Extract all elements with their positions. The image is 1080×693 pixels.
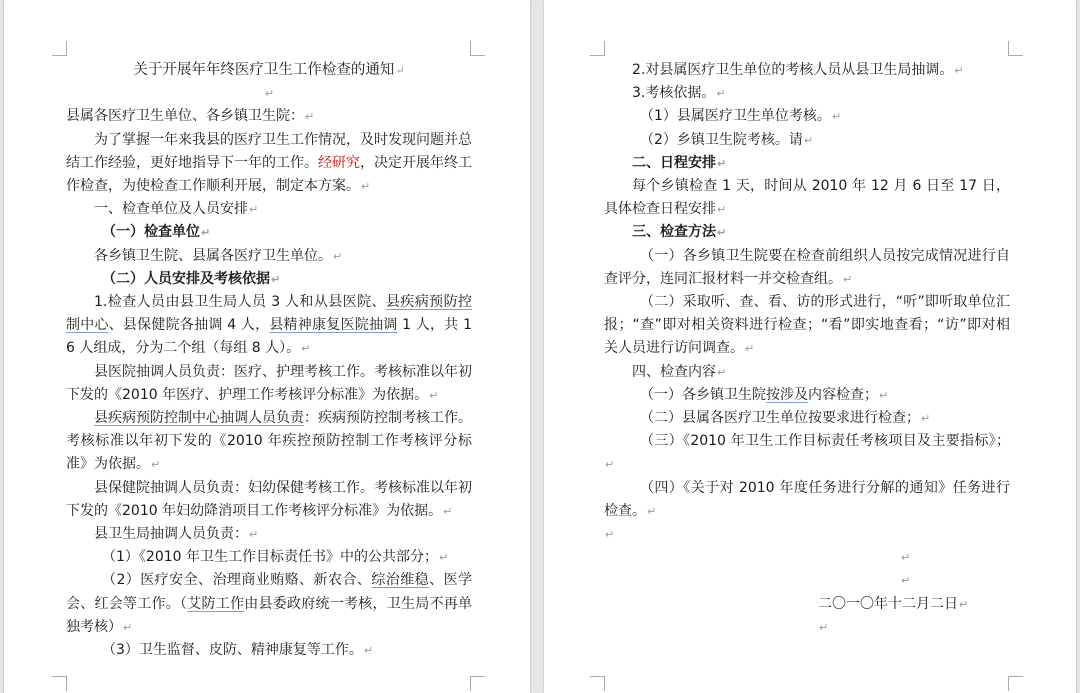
paragraph: 每个乡镇检查 1 天，时间从 2010 年 12 月 6 日至 17 日，具体检查日程安排↵ bbox=[604, 178, 1010, 218]
paragraph: （一）各乡镇卫生院要在检查前组织人员按完成情况进行自查评分，连同汇报材料一并交检查组。↵ bbox=[604, 247, 1010, 287]
blank-paragraph: ↵ bbox=[901, 574, 911, 588]
paragraph: （2）乡镇卫生院考核。请↵ bbox=[640, 131, 814, 148]
paragraph: 县医院抽调人员负责：医疗、护理考核工作。考核标准以年初下发的《2010 年医疗、护理工作考核评分标准》为依据。↵ bbox=[66, 363, 472, 403]
crop-mark bbox=[1008, 41, 1023, 56]
paragraph: （3）卫生监督、皮防、精神康复等工作。↵ bbox=[102, 642, 374, 659]
blank-paragraph: ↵ bbox=[901, 551, 911, 565]
red-text: 经研究 bbox=[318, 154, 360, 171]
paragraph: 县保健院抽调人员负责：妇幼保健考核工作。考核标准以年初下发的《2010 年妇幼降消项目工作考核评分标准》为依据。↵ bbox=[66, 479, 472, 519]
paragraph: （二）县属各医疗卫生单位按要求进行检查；↵ bbox=[640, 410, 931, 427]
blank-paragraph: ↵ bbox=[605, 528, 615, 542]
subheading-1: （一）检查单位↵ bbox=[102, 224, 211, 241]
paragraph: （2）医疗安全、治理商业贿赂、新农合、综治维稳、医学会、红会等工作。（艾防工作由县委政府统一考核，卫生局不再单独考核）↵ bbox=[66, 572, 473, 635]
subheading-2: （二）人员安排及考核依据↵ bbox=[102, 270, 281, 287]
intro-paragraph: 为了掌握一年来我县的医疗卫生工作情况，及时发现问题并总结工作经验，更好地指导下一年的工作。经研究，决定开展年终工作检查，为使检查工作顺利开展，制定本方案。↵ bbox=[66, 131, 472, 195]
paragraph: 县疾病预防控制中心抽调人员负责：疾病预防控制考核工作。考核标准以年初下发的《2010 年疾控预防控制工作考核评分标准》为依据。↵ bbox=[66, 410, 472, 473]
crop-mark bbox=[470, 676, 485, 691]
paragraph: 1.检查人员由县卫生局人员 3 人和从县医院、县疾病预防控制中心、县保健院各抽调 4 人，县精神康复医院抽调 1 人，共 16 人组成，分为二个组（每组 8 人）。↵ bbox=[66, 294, 473, 357]
spell-underline: 县疾病预防控制中心 bbox=[66, 294, 473, 334]
blank-paragraph: ↵ bbox=[264, 87, 275, 101]
document-page-right bbox=[544, 0, 1076, 693]
paragraph: （1）县属医疗卫生单位考核。↵ bbox=[640, 108, 842, 125]
section-heading-3: 三、检查方法↵ bbox=[632, 224, 727, 241]
paragraph: 县卫生局抽调人员负责：↵ bbox=[94, 526, 259, 543]
document-title: 关于开展年年终医疗卫生工作检查的通知↵ bbox=[133, 62, 405, 78]
right-page-body[interactable] bbox=[604, 59, 1010, 639]
paragraph: （三）《2010 年卫生工作目标责任考核项目及主要指标》；↵ bbox=[605, 433, 1010, 472]
crop-mark bbox=[470, 41, 485, 56]
spell-underline: 按涉及 bbox=[766, 386, 808, 403]
paragraph: （二）采取听、查、看、访的形式进行，“听”即听取单位汇报；“查”即对相关资料进行检查；“看”即实地查看；“访”即对相关人员进行访问调查。↵ bbox=[604, 294, 1010, 357]
crop-mark bbox=[1008, 676, 1023, 691]
blank-paragraph: ↵ bbox=[819, 620, 829, 634]
spell-underline: 艾防工作 bbox=[187, 595, 245, 612]
document-date: 二〇一〇年十二月二日↵ bbox=[818, 595, 969, 612]
crop-mark bbox=[590, 676, 605, 691]
spell-underline: 综治维稳 bbox=[371, 572, 430, 589]
paragraph: 3.考核依据。↵ bbox=[632, 85, 726, 102]
section-heading-4: 四、检查内容↵ bbox=[632, 363, 727, 380]
crop-mark bbox=[52, 676, 67, 691]
document-page-left bbox=[4, 0, 530, 693]
paragraph: （1）《2010 年卫生工作目标责任书》中的公共部分；↵ bbox=[102, 549, 449, 566]
section-heading-1: 一、检查单位及人员安排↵ bbox=[94, 201, 259, 218]
paragraph: 各乡镇卫生院、县属各医疗卫生单位。↵ bbox=[94, 247, 343, 264]
left-page-body[interactable] bbox=[66, 59, 472, 662]
spell-underline: 县精神康复医院抽调 bbox=[269, 317, 398, 334]
paragraph: （四）《关于对 2010 年度任务进行分解的通知》任务进行检查。↵ bbox=[604, 479, 1010, 519]
paragraph: （一）各乡镇卫生院按涉及内容检查；↵ bbox=[640, 386, 889, 403]
addressee: 县属各医疗卫生单位、各乡镇卫生院：↵ bbox=[66, 108, 315, 125]
crop-mark bbox=[590, 41, 605, 56]
paragraph: 2.对县属医疗卫生单位的考核人员从县卫生局抽调。↵ bbox=[632, 62, 964, 78]
crop-mark bbox=[52, 41, 67, 56]
spell-underline: 县疾病预防控制中心抽调人员负责 bbox=[94, 410, 304, 427]
section-heading-2: 二、日程安排↵ bbox=[632, 154, 727, 171]
